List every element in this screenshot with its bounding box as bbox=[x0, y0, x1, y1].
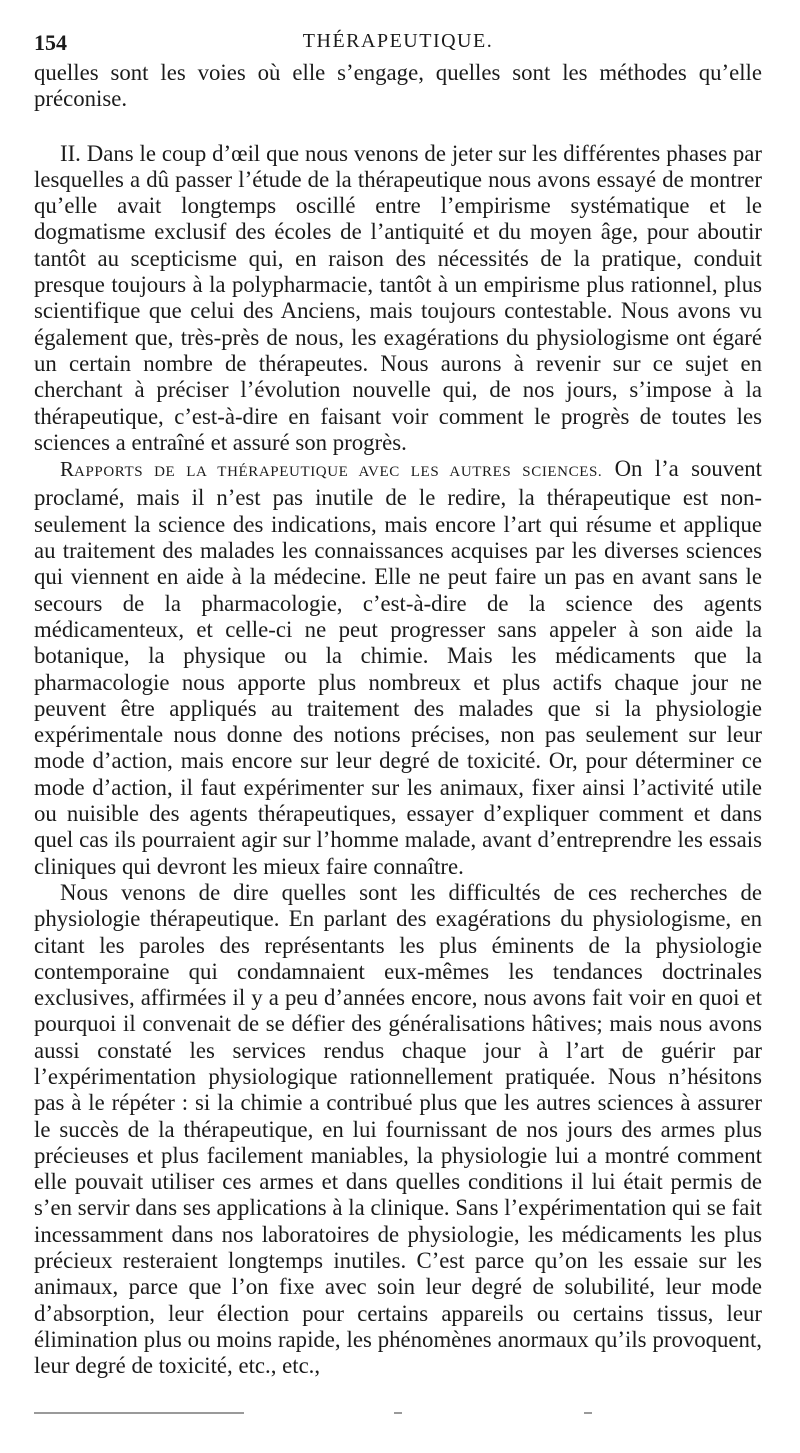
paragraph-rapports-text: On l’a souvent proclamé, mais il n’est pas inutile de le redire, la thérapeutique est non-seulement la science des indications, mais encore l’art qui résume et applique au traitement des malades les connaissances acquises par les diverses sciences qui viennent en aide à la médecine. Elle ne peut faire un pas en avant sans le secours de la pharmacologie, c’est-à-dire de la science des agents médicamenteux, et celle-ci ne peut progresser sans appeler à son aide la botanique, la physique ou la chimie. Mais les médicaments que la pharmacologie nous apporte plus nombreux et plus actifs chaque jour ne peuvent être appliqués au traitement des malades que si la physiologie expérimentale nous donne des notions précises, non pas seulement sur leur mode d’action, mais encore sur leur degré de toxicité. Or, pour déterminer ce mode d’action, il faut expérimenter sur les animaux, fixer ainsi l’activité utile ou nuisible des agents thérapeutiques, essayer d’expliquer comment et dans quel cas ils pourraient agir sur l’homme malade, avant d’entreprendre les essais cliniques qui devront les mieux faire connaître. bbox=[34, 456, 762, 879]
paragraph-physiologie: Nous venons de dire quelles sont les difficultés de ces recherches de physiologie thérapeutique. En parlant des exagérations du physiologisme, en citant les paroles des représentants les plus éminents de la physiologie contemporaine qui condamnaient eux-mêmes les tendances doctrinales exclusives, affirmées il y a peu d’années encore, nous avons fait voir en quoi et pourquoi il convenait de se défier des généralisations hâtives; mais nous avons aussi constaté les services rendus chaque jour à l’art de guérir par l’expérimentation physiologique rationnellement pratiquée. Nous n’hésitons pas à le répéter : si la chimie a contribué plus que les autres sciences à assurer le succès de la thérapeutique, en lui fournissant de nos jours des armes plus précieuses et plus facilement maniables, la physiologie lui a montré comment elle pouvait utiliser ces armes et dans quelles conditions il lui était permis de s’en servir dans ses applications à la clinique. Sans l’expérimentation qui se fait incessamment dans nos laboratoires de physiologie, les médicaments les plus précieux resteraient longtemps inutiles. C’est parce qu’on les essaie sur les animaux, parce que l’on fixe avec soin leur degré de solubilité, leur mode d’absorption, leur élection pour certains appareils ou certains tissus, leur élimination plus ou moins rapide, les phénomènes anormaux qu’ils provoquent, leur degré de toxicité, etc., etc., bbox=[34, 879, 762, 1379]
section-heading-initial: R bbox=[60, 457, 75, 482]
footer-marks bbox=[34, 1412, 762, 1418]
page-header bbox=[34, 26, 762, 60]
paragraph-continuation: quelles sont les voies où elle s’engage, quelles sont les méthodes qu’elle préconise. bbox=[34, 60, 762, 112]
section-heading: APPORTS DE LA THÉRAPEUTIQUE AVEC LES AUTRES SCIENCES. bbox=[74, 464, 603, 481]
page-number: 154 bbox=[34, 30, 67, 55]
paragraph-rapports bbox=[34, 456, 762, 880]
footer-smudge bbox=[394, 1412, 402, 1414]
body-text bbox=[34, 60, 762, 1380]
footer-smudge bbox=[34, 1412, 244, 1414]
running-title: THÉRAPEUTIQUE. bbox=[302, 30, 494, 52]
paragraph-section-ii: II. Dans le coup d’œil que nous venons de jeter sur les différentes phases par lesquelles a dû passer l’étude de la thérapeutique nous avons essayé de montrer qu’elle avait longtemps oscillé entre l’empirisme systématique et le dogmatisme exclusif des écoles de l’antiquité et du moyen âge, pour aboutir tantôt au scepticisme qui, en raison des nécessités de la pratique, conduit presque toujours à la polypharmacie, tantôt à un empirisme plus rationnel, plus scientifique que celui des Anciens, mais toujours contestable. Nous avons vu également que, très-près de nous, les exagérations du physiologisme ont égaré un certain nombre de thérapeutes. Nous aurons à revenir sur ce sujet en cherchant à préciser l’évolution nouvelle qui, de nos jours, s’impose à la thérapeutique, c’est-à-dire en faisant voir comment le progrès de toutes les sciences a entraîné et assuré son progrès. bbox=[34, 140, 762, 455]
footer-smudge bbox=[584, 1412, 592, 1414]
